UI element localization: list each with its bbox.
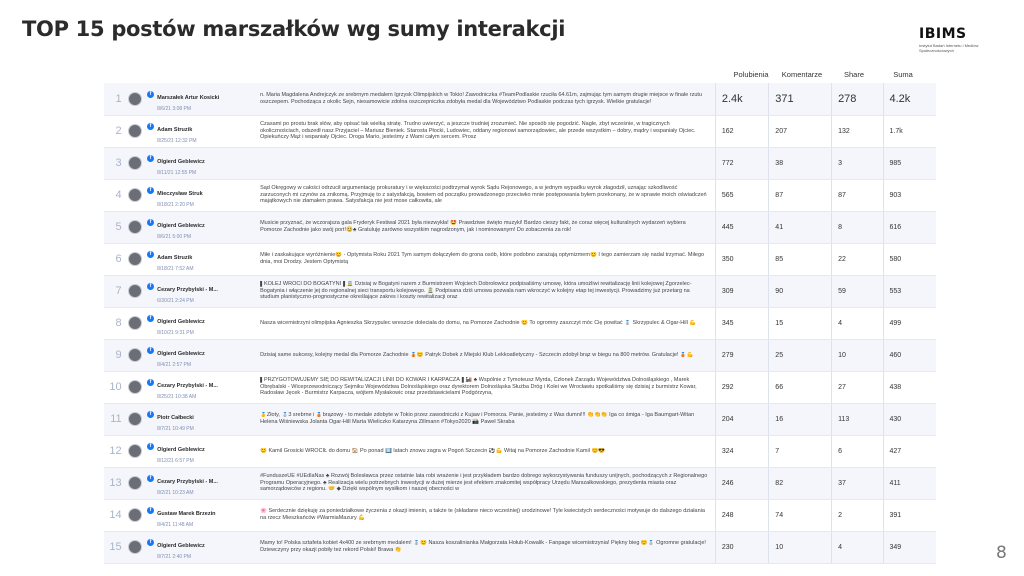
likes-value: 345: [715, 307, 768, 339]
post-text-cell: [260, 435, 715, 467]
table-row: [104, 307, 936, 339]
author-cell: [147, 435, 260, 467]
likes-value: 248: [715, 499, 768, 531]
row-rank: 2: [104, 115, 124, 147]
post-text[interactable]: n. Maria Magdalena Andrejczyk ze srebrnym medalem Igrzysk Olimpijskich w Tokio! Zawodniczka #TeamPodlaskie rzuciła 64.61m, zajmując tym samym drugie miejsce w finale rzutu oszczepem. Pochodząca z okolic Sejn, niesamowicie zdolna oszczepniczka zdobyła medal dla Województwo Podlaskie podczas tych igrzysk. Wielkie gratulacje!: [260, 91, 702, 105]
posts-table-body: [104, 83, 936, 563]
post-date[interactable]: 8/18/21 7:52 AM: [157, 266, 194, 272]
row-rank: 8: [104, 307, 124, 339]
avatar[interactable]: [128, 124, 142, 138]
page-title: TOP 15 postów marszałków wg sumy interakcji: [22, 17, 566, 41]
table-row: [104, 371, 936, 403]
logo-subtitle: Instytut Badań Internetu i Mediów Społecznościowych: [919, 43, 979, 53]
shares-value: 278: [832, 83, 883, 115]
row-rank: 9: [104, 339, 124, 371]
post-date[interactable]: 8/18/21 2:20 PM: [157, 202, 194, 208]
comments-value: 25: [769, 339, 832, 371]
post-text[interactable]: Miłe i zaskakujące wyróżnienie😊 - Optymista Roku 2021 Tym samym dołączyłem do grona osób, które podobno zarażają optymizmem😊 I tego zamierzam się nadal trzymać. Miłego dnia, moi Drodzy. Jestem Optymistą: [260, 252, 705, 265]
comments-value: 38: [769, 147, 832, 179]
author-cell: [147, 307, 260, 339]
author-cell: [147, 499, 260, 531]
comments-value: 41: [769, 211, 832, 243]
likes-value: 565: [715, 179, 768, 211]
facebook-icon: f: [147, 155, 154, 162]
comments-value: 7: [769, 435, 832, 467]
avatar-cell: [124, 371, 147, 403]
author-cell: [147, 531, 260, 563]
facebook-icon: f: [147, 187, 154, 194]
facebook-icon: f: [147, 347, 154, 354]
author-name[interactable]: Cezary Przybylski - M...: [157, 479, 218, 485]
post-text-cell: [260, 339, 715, 371]
author-name[interactable]: Adam Struzik: [157, 127, 193, 133]
author-name[interactable]: Cezary Przybylski - M...: [157, 383, 218, 389]
likes-value: 2.4k: [715, 83, 768, 115]
post-text-cell: [260, 179, 715, 211]
likes-value: 350: [715, 243, 768, 275]
post-text[interactable]: Sąd Okręgowy w całości odrzucił argumentację prokuratury i w większości podtrzymał wyrok Sądu Rejonowego, a w jednym wypadku wyrok złagodził, uznając szkodliwość zarzuconych mi czynów za znikomą. Przyjmuję to z satysfakcją, bowiem od początku prowadzonego przeciwko mnie postępowania byłem przekonany, że w sprawie moich oświadczeń majątkowych nie złamałem prawa. Satysfakcja nie jest mose całkowita, ale: [260, 184, 707, 205]
sum-value: 499: [883, 307, 936, 339]
likes-value: 445: [715, 211, 768, 243]
post-date[interactable]: 8/7/21 2:40 PM: [157, 554, 192, 560]
post-date[interactable]: 8/6/21 3:08 PM: [157, 105, 192, 112]
author-cell: [147, 275, 260, 307]
post-text-cell: [260, 115, 715, 147]
comments-value: 82: [769, 467, 832, 499]
author-name[interactable]: Cezary Przybylski - M...: [157, 287, 218, 293]
sum-value: 1.7k: [883, 115, 936, 147]
post-text[interactable]: 🥇Złoty, 🥈3 srebrne i 🥉brązowy - to medale zdobyte w Tokio przez zawodniczki z Kujaw i Pomorza. Panie, jesteśmy z Was dumni!!! 👏👏👏 Iga co śmiga - Iga Baumgart-Witan Helena Wiśniewska Jolanta Ogar-Hill Marta Wieliczko Katarzyna Zillmann #Tokyo2020 📸 Paweł Skraba: [260, 412, 695, 425]
facebook-icon: f: [147, 539, 154, 546]
comments-value: 10: [769, 531, 832, 563]
row-rank: 5: [104, 211, 124, 243]
sum-value: 391: [883, 499, 936, 531]
sum-value: 985: [883, 147, 936, 179]
likes-value: 246: [715, 467, 768, 499]
sum-value: 4.2k: [883, 83, 936, 115]
sum-value: 903: [883, 179, 936, 211]
column-header-sum: Suma: [893, 70, 913, 79]
avatar-cell: [124, 115, 147, 147]
comments-value: 85: [769, 243, 832, 275]
author-cell: [147, 403, 260, 435]
facebook-icon: f: [147, 379, 154, 386]
post-text[interactable]: #FunduszeUE #UEdlaNas ♣ Rozwój Bolesławca przez ostatnie lata robi wrażenie i jest przykładem bardzo dobrego wykorzystywania funduszy unijnych, pochodzących z Regionalnego Programu Operacyjnego. ♣ Realizacja wielu potrzebnych inwestycji w dużej mierze jest efektem znakomitej współpracy Urzędu Marszałkowskiego, prezydenta miasta oraz samorządowców z regionu. 🤝 ◆ Dzięki wspólnym wysiłkom i naszej obecności w: [260, 472, 708, 493]
shares-value: 113: [832, 403, 883, 435]
author-name[interactable]: Olgierd Geblewicz: [157, 447, 205, 453]
comments-value: 90: [769, 275, 832, 307]
avatar-cell: [124, 243, 147, 275]
author-name[interactable]: Olgierd Geblewicz: [157, 351, 205, 357]
avatar[interactable]: [128, 508, 142, 522]
avatar-cell: [124, 339, 147, 371]
avatar[interactable]: [128, 92, 142, 106]
author-name[interactable]: Gustaw Marek Brzezin: [157, 511, 216, 517]
comments-value: 15: [769, 307, 832, 339]
author-name[interactable]: Olgierd Geblewicz: [157, 159, 205, 165]
avatar[interactable]: [128, 476, 142, 490]
avatar-cell: [124, 211, 147, 243]
post-date[interactable]: 8/7/21 10:49 PM: [157, 426, 194, 432]
avatar[interactable]: [128, 156, 142, 170]
post-text[interactable]: ▌KOLEJ WRÓCI DO BOGATYNI▐ 🚊 Dzisiaj w Bogatyni razem z Burmistrzem Wojciech Dobrołowicz podpisaliśmy umowę, która umożliwi rewitalizację linii kolejowej Zgorzelec-Bogatynia i włączenie jej do regionalnej sieci transportu kolejowego. 🚊 Podpisana dziś umowa pozwala nam wkroczyć w kolejny etap tej inwestycji. Prowadzimy już przetarg na studium planistyczno-prognostyczne określające zakres i koszty rewitalizacji oraz: [260, 280, 692, 301]
sum-value: 430: [883, 403, 936, 435]
table-row: [104, 467, 936, 499]
post-text-cell: [260, 467, 715, 499]
avatar[interactable]: [128, 348, 142, 362]
ibims-logo: [919, 27, 999, 53]
post-text[interactable]: Nasza wicemistrzyni olimpijska Agnieszka Skrzypulec wreszcie doleciała do domu, na Pomorze Zachodnie 😊 To ogromny zaszczyt móc Cię powitać 🥈 Skrzypulec & Ogar-Hill 💪: [260, 319, 697, 326]
post-date[interactable]: 8/11/21 12:55 PM: [157, 170, 197, 176]
shares-value: 3: [832, 147, 883, 179]
sum-value: 349: [883, 531, 936, 563]
page-number: 8: [996, 543, 1007, 563]
shares-value: 4: [832, 531, 883, 563]
avatar-cell: [124, 179, 147, 211]
facebook-icon: f: [147, 283, 154, 290]
table-row: [104, 83, 936, 115]
author-name[interactable]: Olgierd Geblewicz: [157, 319, 205, 325]
shares-value: 37: [832, 467, 883, 499]
author-name[interactable]: Adam Struzik: [157, 255, 193, 261]
post-text-cell: [260, 307, 715, 339]
avatar[interactable]: [128, 188, 142, 202]
author-cell: [147, 243, 260, 275]
table-row: [104, 499, 936, 531]
likes-value: 292: [715, 371, 768, 403]
avatar-cell: [124, 531, 147, 563]
avatar[interactable]: [128, 284, 142, 298]
post-text[interactable]: Dzisiaj same sukcesy, kolejny medal dla Pomorze Zachodnie 🥉😊 Patryk Dobek z Miejski Klub Lekkoatletyczny - Szczecin zdobył brąz w biegu na 800 metrów. Gratulacje! 🥉💪: [260, 351, 694, 358]
post-text[interactable]: ▌PRZYGOTOWUJEMY SIĘ DO REWITALIZACJI LINII DO KOWAR I KARPACZA▐ 🚂 ♣ Wspólnie z Tymoteusz Myrda, Członek Zarządu Województwa Dolnośląskiego , Marek Obrębalski - Wiceprzewodniczący Sejmiku Województwa Dolnośląskiego oraz dyrektorem Dolnośląska Służba Dróg i Kolei we Wrocławiu spotkaliśmy się dzisiaj z burmistrz Kowar, Radosław Jęcek - Burmistrz Karpacza, wójtem Mysłakowic oraz przedstawicielami Podgórzyna,: [260, 376, 697, 397]
shares-value: 27: [832, 371, 883, 403]
shares-value: 22: [832, 243, 883, 275]
author-cell: [147, 371, 260, 403]
likes-value: 324: [715, 435, 768, 467]
table-row: [104, 179, 936, 211]
post-date[interactable]: 8/25/21 10:38 AM: [157, 394, 197, 400]
post-text-cell: [260, 371, 715, 403]
avatar-cell: [124, 435, 147, 467]
author-name[interactable]: Olgierd Geblewicz: [157, 543, 205, 549]
row-rank: 7: [104, 275, 124, 307]
comments-value: 74: [769, 499, 832, 531]
post-text-cell: [260, 211, 715, 243]
row-rank: 1: [104, 83, 124, 115]
row-rank: 6: [104, 243, 124, 275]
author-cell: [147, 339, 260, 371]
table-row: [104, 339, 936, 371]
avatar[interactable]: [128, 412, 142, 426]
table-row: [104, 403, 936, 435]
post-text[interactable]: 🌸 Serdecznie dziękuję za poniedziałkowe życzenia z okazji imienin, a także te (składane nieco wcześniej) urodzinowe! Tyle kwiecistych serdeczności motywuje do dalszego działania na rzecz Mieszkańców #WarmiaMazury 💪: [260, 508, 705, 521]
sum-value: 438: [883, 371, 936, 403]
post-date[interactable]: 8/12/21 6:57 PM: [157, 458, 194, 464]
post-date[interactable]: 8/4/21 2:57 PM: [157, 362, 192, 368]
facebook-icon: f: [147, 443, 154, 450]
post-text-cell: [260, 243, 715, 275]
shares-value: 132: [832, 115, 883, 147]
table-row: [104, 243, 936, 275]
likes-value: 309: [715, 275, 768, 307]
author-cell: [147, 115, 260, 147]
shares-value: 87: [832, 179, 883, 211]
author-name[interactable]: Olgierd Geblewicz: [157, 223, 205, 229]
post-text-cell: [260, 499, 715, 531]
row-rank: 4: [104, 179, 124, 211]
avatar-cell: [124, 467, 147, 499]
comments-value: 207: [769, 115, 832, 147]
sum-value: 616: [883, 211, 936, 243]
likes-value: 772: [715, 147, 768, 179]
shares-value: 4: [832, 307, 883, 339]
post-date[interactable]: 8/4/21 11:48 AM: [157, 522, 194, 528]
avatar-cell: [124, 403, 147, 435]
table-row: [104, 211, 936, 243]
author-cell: [147, 467, 260, 499]
shares-value: 2: [832, 499, 883, 531]
sum-value: 553: [883, 275, 936, 307]
avatar-cell: [124, 499, 147, 531]
shares-value: 6: [832, 435, 883, 467]
facebook-icon: f: [147, 123, 154, 130]
sum-value: 460: [883, 339, 936, 371]
row-rank: 15: [104, 531, 124, 563]
author-cell: [147, 83, 260, 115]
post-text[interactable]: Czasami po prostu brak słów, aby opisać tak wielką stratę. Trudno uwierzyć, a jeszcze trudniej zrozumieć. Nie sposób się pogodzić. Nagle, zbyt wcześnie, w tragicznych okolicznościach, odszedł nasz Przyjaciel – Mariusz Bieniek. Starosta Płocki, Ludowiec, oddany regionowi samorządowiec, ale przede wszystkim – dobry, mądry i wspaniały Ojciec. Opiekuńczy Mąż i wspaniały Ojciec. Droga Mario, jesteśmy z Wami całym sercem. Prosz: [260, 120, 696, 141]
row-rank: 14: [104, 499, 124, 531]
comments-value: 16: [769, 403, 832, 435]
avatar[interactable]: [128, 316, 142, 330]
row-rank: 3: [104, 147, 124, 179]
likes-value: 279: [715, 339, 768, 371]
comments-value: 87: [769, 179, 832, 211]
post-text[interactable]: Mamy to! Polska sztafeta kobiet 4x400 ze srebrnym medalem! 🥈😊 Nasza koszalinianka Małgorzata Hołub-Kowalik - Fanpage wicemistrzynia! Piękny bieg 😊🥈 Ogromne gratulacje! Dziewczyny przy okazji pobiły też rekord Polski! Brawa 👏: [260, 540, 706, 553]
likes-value: 162: [715, 115, 768, 147]
table-row: [104, 435, 936, 467]
row-rank: 13: [104, 467, 124, 499]
column-header-shares: Share: [843, 70, 864, 79]
facebook-icon: f: [147, 411, 154, 418]
sum-value: 580: [883, 243, 936, 275]
table-row: [104, 115, 936, 147]
facebook-icon: f: [147, 507, 154, 514]
author-name[interactable]: Mieczysław Struk: [157, 191, 203, 197]
logo-mark: IBIMS: [919, 26, 967, 42]
post-date[interactable]: 8/25/21 12:32 PM: [157, 138, 197, 144]
post-text-cell: [260, 531, 715, 563]
likes-value: 230: [715, 531, 768, 563]
facebook-icon: f: [147, 475, 154, 482]
author-name[interactable]: Marszałek Artur Kosicki: [157, 94, 220, 101]
avatar[interactable]: [128, 220, 142, 234]
post-text-cell: [260, 403, 715, 435]
facebook-icon: f: [147, 91, 154, 98]
avatar[interactable]: [128, 380, 142, 394]
post-text-cell: [260, 83, 715, 115]
posts-table: [104, 83, 936, 564]
table-row: [104, 531, 936, 563]
post-date[interactable]: 8/6/21 5:00 PM: [157, 234, 192, 240]
table-row: [104, 275, 936, 307]
avatar[interactable]: [128, 252, 142, 266]
shares-value: 10: [832, 339, 883, 371]
facebook-icon: f: [147, 315, 154, 322]
row-rank: 12: [104, 435, 124, 467]
column-header-comments: Komentarze: [781, 70, 823, 79]
avatar-cell: [124, 147, 147, 179]
shares-value: 59: [832, 275, 883, 307]
comments-value: 66: [769, 371, 832, 403]
comments-value: 371: [769, 83, 832, 115]
row-rank: 11: [104, 403, 124, 435]
author-cell: [147, 211, 260, 243]
sum-value: 411: [883, 467, 936, 499]
facebook-icon: f: [147, 219, 154, 226]
avatar[interactable]: [128, 540, 142, 554]
author-name[interactable]: Piotr Całbecki: [157, 415, 194, 421]
post-date[interactable]: 8/2/21 10:23 AM: [157, 490, 194, 496]
column-header-likes: Polubienia: [733, 70, 769, 79]
shares-value: 8: [832, 211, 883, 243]
table-row: [104, 147, 936, 179]
post-text[interactable]: Musicie przyznać, że wczorajsza gala Fryderyk Festiwal 2021 była niezwykła! 🤩 Prawdziwe święto muzyki! Bardzo cieszy fakt, że coraz więcej kulturalnych wydarzeń wybiera Pomorze Zachodnie jako swój port!😊♣ Gratuluję zarówno wszystkim nagrodzonym, jak i nominowanym! Do zobaczenia za rok!: [260, 220, 686, 233]
author-cell: [147, 179, 260, 211]
avatar-cell: [124, 275, 147, 307]
avatar-cell: [124, 307, 147, 339]
post-date[interactable]: 6/30/21 2:24 PM: [157, 298, 194, 304]
post-text[interactable]: 😊 Kamil Grosicki WRÓCIŁ do domu 🏠 Po ponad 🔟 latach znowu zagra w Pogoń Szczecin ⚽💪 Witaj na Pomorze Zachodnie Kamil 😊😎: [260, 447, 606, 454]
avatar[interactable]: [128, 444, 142, 458]
likes-value: 204: [715, 403, 768, 435]
post-text-cell: [260, 147, 715, 179]
sum-value: 427: [883, 435, 936, 467]
facebook-icon: f: [147, 251, 154, 258]
avatar-cell: [124, 83, 147, 115]
post-date[interactable]: 8/10/21 9:31 PM: [157, 330, 194, 336]
author-cell: [147, 147, 260, 179]
row-rank: 10: [104, 371, 124, 403]
post-text-cell: [260, 275, 715, 307]
